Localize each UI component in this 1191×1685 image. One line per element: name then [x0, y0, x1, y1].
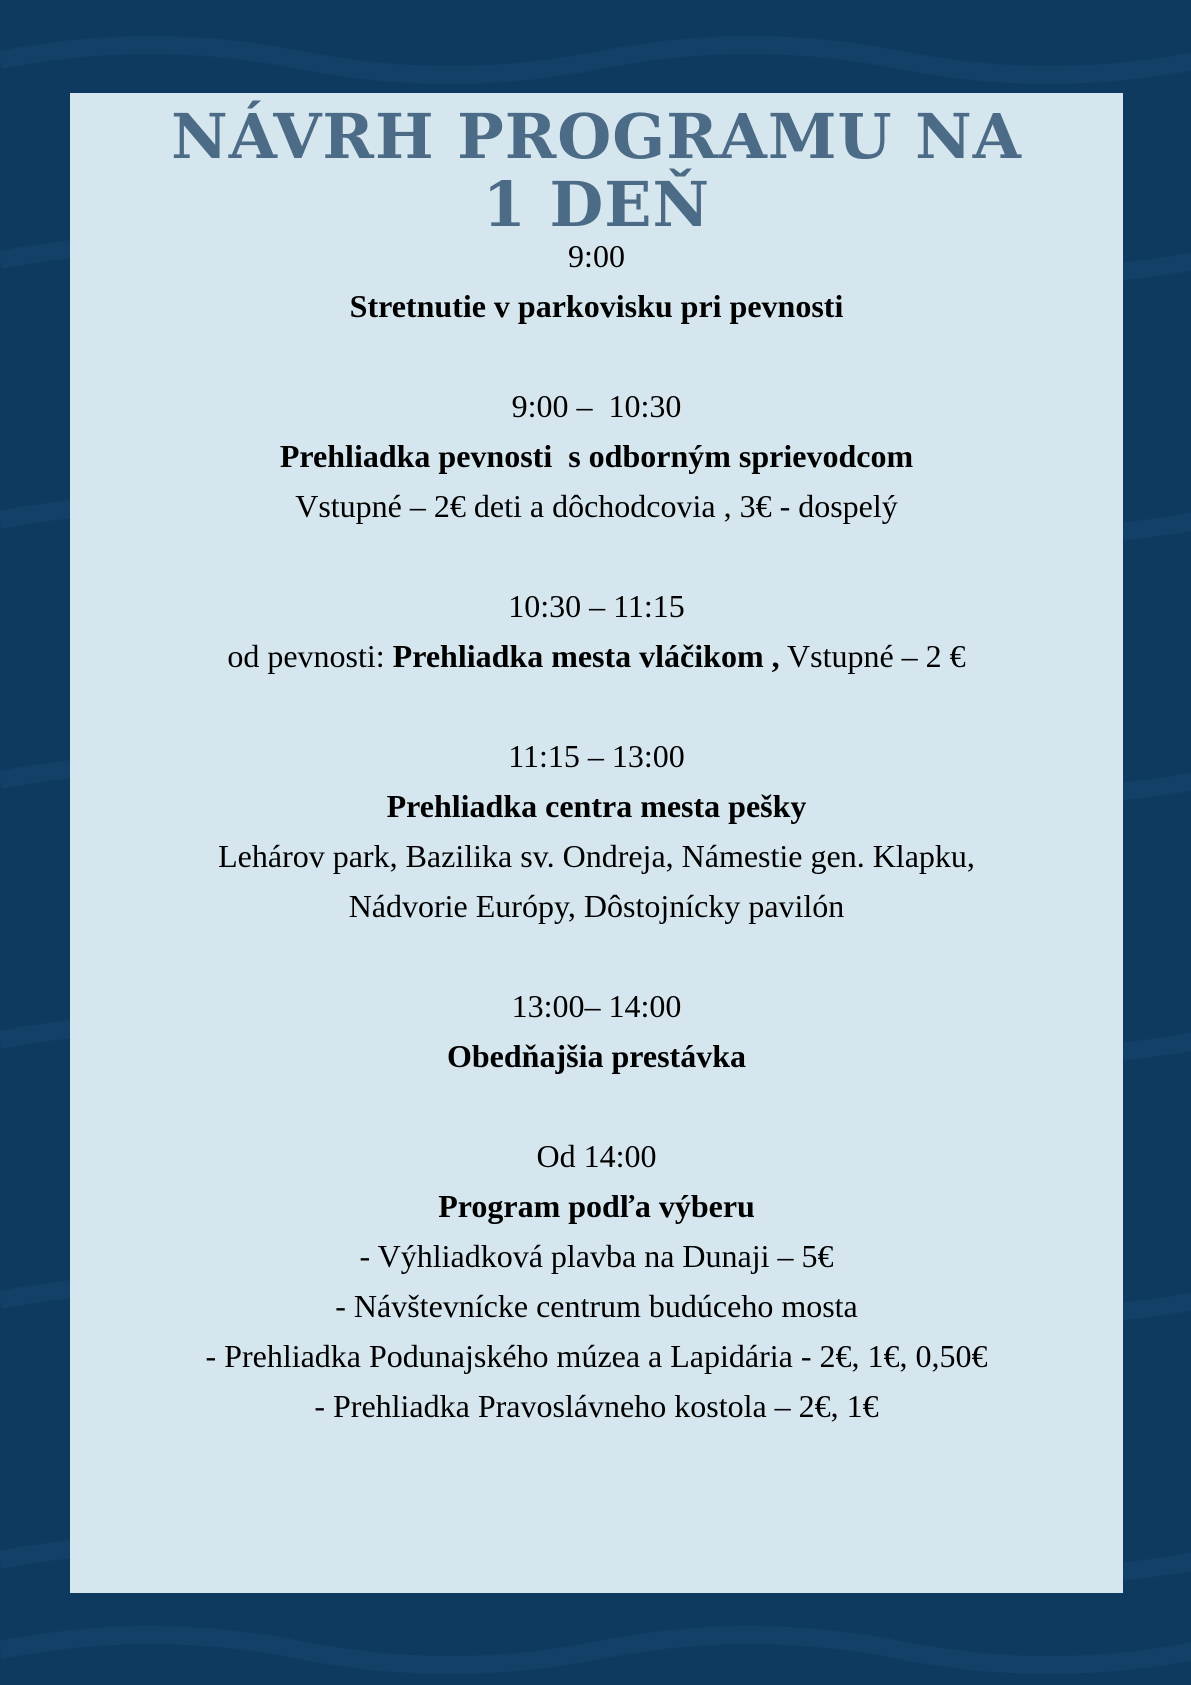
schedule-item	[70, 981, 1123, 1081]
title-line-1: NÁVRH PROGRAMU NA	[171, 100, 1022, 173]
schedule-suffix: Vstupné – 2 €	[779, 638, 966, 674]
schedule-option: - Prehliadka Podunajského múzea a Lapidária - 2€, 1€, 0,50€	[205, 1338, 988, 1374]
schedule-time: 9:00 – 10:30	[511, 388, 682, 424]
schedule-time: Od 14:00	[536, 1138, 657, 1174]
schedule-activity: Stretnutie v parkovisku pri pevnosti	[349, 288, 844, 324]
schedule-time: 10:30 – 11:15	[508, 588, 685, 624]
page-title	[70, 100, 1123, 241]
schedule-option: - Návštevnícke centrum budúceho mosta	[335, 1288, 858, 1324]
schedule-activity: Prehliadka mesta vláčikom ,	[392, 638, 780, 674]
schedule-item	[70, 231, 1123, 331]
schedule-activity: Obedňajšia prestávka	[446, 1038, 746, 1074]
schedule-prefix: od pevnosti:	[227, 638, 393, 674]
schedule-note: Vstupné – 2€ deti a dôchodcovia , 3€ - dospelý	[295, 488, 898, 524]
schedule-time: 11:15 – 13:00	[508, 738, 685, 774]
schedule-option: - Výhliadková plavba na Dunaji – 5€	[359, 1238, 834, 1274]
schedule-time: 9:00	[568, 238, 625, 274]
schedule-activity-line	[70, 631, 1123, 681]
schedule	[70, 231, 1123, 1481]
schedule-detail: Nádvorie Európy, Dôstojnícky pavilón	[348, 888, 845, 924]
schedule-time: 13:00– 14:00	[511, 988, 682, 1024]
schedule-activity: Program podľa výberu	[438, 1188, 755, 1224]
schedule-item	[70, 381, 1123, 531]
schedule-activity: Prehliadka pevnosti s odborným sprievodcom	[279, 438, 914, 474]
schedule-option: - Prehliadka Pravoslávneho kostola – 2€, 1€	[314, 1388, 879, 1424]
schedule-item	[70, 1131, 1123, 1431]
schedule-item	[70, 731, 1123, 931]
schedule-item	[70, 581, 1123, 681]
title-line-2: 1 DEŇ	[482, 168, 711, 241]
schedule-detail: Lehárov park, Bazilika sv. Ondreja, Námestie gen. Klapku,	[218, 838, 975, 874]
program-panel	[70, 93, 1123, 1593]
schedule-activity: Prehliadka centra mesta pešky	[386, 788, 807, 824]
